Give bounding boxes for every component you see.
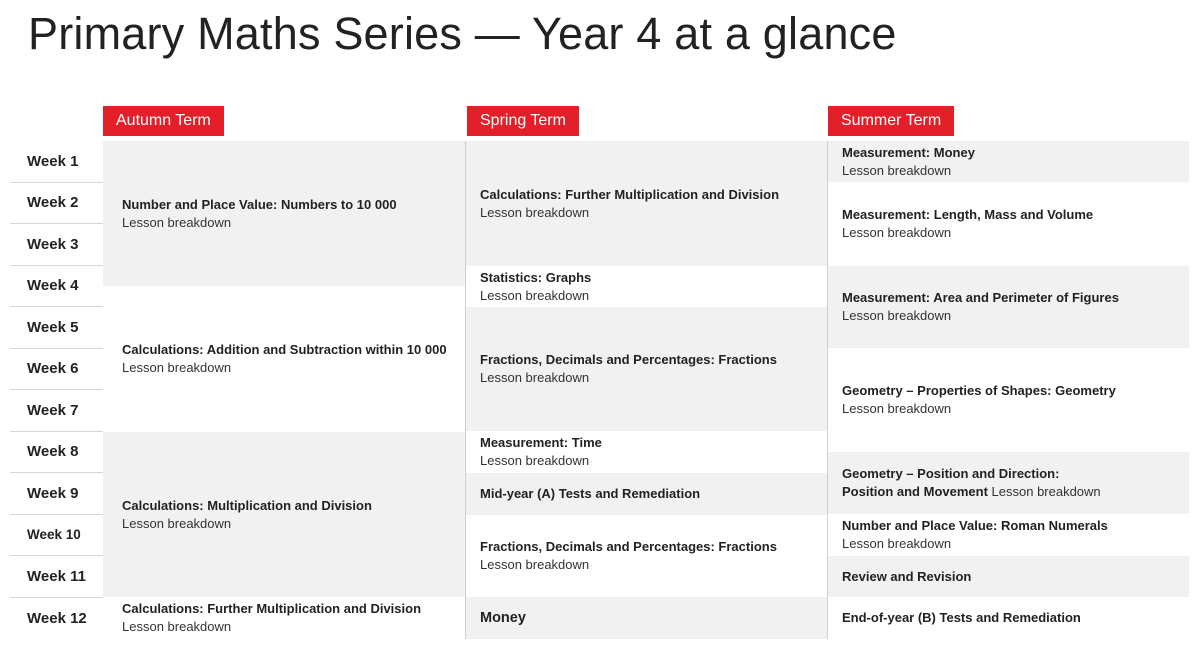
week-column (10, 141, 103, 639)
unit-block[interactable] (466, 597, 827, 639)
unit-title: Fractions, Decimals and Percentages: Fractions (480, 352, 777, 367)
unit-title: Number and Place Value: Roman Numerals (842, 518, 1108, 533)
page-title: Primary Maths Series — Year 4 at a glance (28, 8, 897, 59)
lesson-breakdown-link[interactable]: Lesson breakdown (122, 214, 232, 230)
unit-title: End-of-year (B) Tests and Remediation (842, 610, 1081, 625)
unit-block[interactable] (466, 473, 827, 515)
unit-title: Measurement: Money (842, 144, 975, 160)
week-label: Week 8 (10, 432, 103, 474)
autumn-term-column (103, 141, 465, 639)
unit-title: Measurement: Length, Mass and Volume (842, 207, 1094, 222)
unit-title: Money (480, 610, 526, 626)
lesson-breakdown-link[interactable]: Lesson breakdown (480, 370, 590, 385)
week-label: Week 7 (10, 390, 103, 432)
unit-block[interactable] (466, 141, 827, 266)
lesson-breakdown-link[interactable]: Lesson breakdown (842, 536, 952, 551)
lesson-breakdown-link[interactable]: Lesson breakdown (842, 162, 952, 178)
unit-block[interactable] (828, 182, 1189, 266)
unit-title-line2 (842, 483, 1174, 501)
unit-title: Calculations: Addition and Subtraction within 10 000 (122, 342, 447, 357)
unit-title: Calculations: Multiplication and Division (122, 497, 372, 513)
week-label: Week 4 (10, 266, 103, 308)
lesson-breakdown-link[interactable]: Lesson breakdown (842, 401, 952, 416)
week-label: Week 2 (10, 183, 103, 225)
week-label: Week 1 (10, 141, 103, 183)
week-label: Week 10 (10, 515, 103, 557)
week-label: Week 11 (10, 556, 103, 598)
unit-block[interactable] (828, 348, 1189, 452)
summer-term-column (827, 141, 1189, 639)
unit-block[interactable] (103, 141, 465, 286)
unit-title: Review and Revision (842, 568, 972, 584)
autumn-term-header: Autumn Term (103, 106, 224, 136)
lesson-breakdown-link[interactable]: Lesson breakdown (991, 484, 1101, 499)
unit-block[interactable] (466, 266, 827, 307)
unit-title: Calculations: Further Multiplication and Division (122, 601, 422, 616)
lesson-breakdown-link[interactable]: Lesson breakdown (122, 360, 232, 375)
unit-title: Statistics: Graphs (480, 269, 592, 285)
unit-title: Mid-year (A) Tests and Remediation (480, 486, 701, 501)
unit-block[interactable] (466, 431, 827, 473)
spring-term-column (465, 141, 827, 639)
unit-title: Geometry – Properties of Shapes: Geometry (842, 383, 1116, 398)
unit-block[interactable] (103, 597, 465, 639)
unit-title: Geometry – Position and Direction: (842, 466, 1060, 481)
unit-block[interactable] (828, 266, 1189, 348)
unit-title: Fractions, Decimals and Percentages: Fractions (480, 539, 777, 554)
lesson-breakdown-link[interactable]: Lesson breakdown (480, 204, 590, 220)
lesson-breakdown-link[interactable]: Lesson breakdown (842, 308, 952, 323)
lesson-breakdown-link[interactable]: Lesson breakdown (122, 515, 232, 531)
unit-block[interactable] (103, 286, 465, 432)
unit-title: Number and Place Value: Numbers to 10 000 (122, 196, 397, 212)
lesson-breakdown-link[interactable]: Lesson breakdown (480, 287, 590, 303)
unit-block[interactable] (828, 452, 1189, 514)
unit-block[interactable] (466, 307, 827, 431)
spring-term-header: Spring Term (467, 106, 579, 136)
unit-title: Calculations: Further Multiplication and Division (480, 186, 780, 202)
week-label: Week 6 (10, 349, 103, 391)
unit-block[interactable] (828, 556, 1189, 597)
unit-block[interactable] (466, 515, 827, 597)
week-label: Week 9 (10, 473, 103, 515)
summer-term-header: Summer Term (828, 106, 954, 136)
week-label: Week 12 (27, 609, 87, 627)
unit-title: Measurement: Time (480, 435, 602, 450)
lesson-breakdown-link[interactable]: Lesson breakdown (842, 225, 952, 240)
lesson-breakdown-link[interactable]: Lesson breakdown (480, 557, 590, 572)
unit-block[interactable] (828, 514, 1189, 556)
unit-title: Measurement: Area and Perimeter of Figures (842, 290, 1119, 305)
unit-title-part: Position and Movement (842, 484, 988, 499)
unit-block[interactable] (103, 432, 465, 597)
lesson-breakdown-link[interactable]: Lesson breakdown (122, 619, 232, 634)
unit-block[interactable] (828, 597, 1189, 639)
lesson-breakdown-link[interactable]: Lesson breakdown (480, 453, 590, 468)
unit-block[interactable] (828, 141, 1189, 182)
week-label: Week 5 (10, 307, 103, 349)
week-label: Week 3 (10, 224, 103, 266)
